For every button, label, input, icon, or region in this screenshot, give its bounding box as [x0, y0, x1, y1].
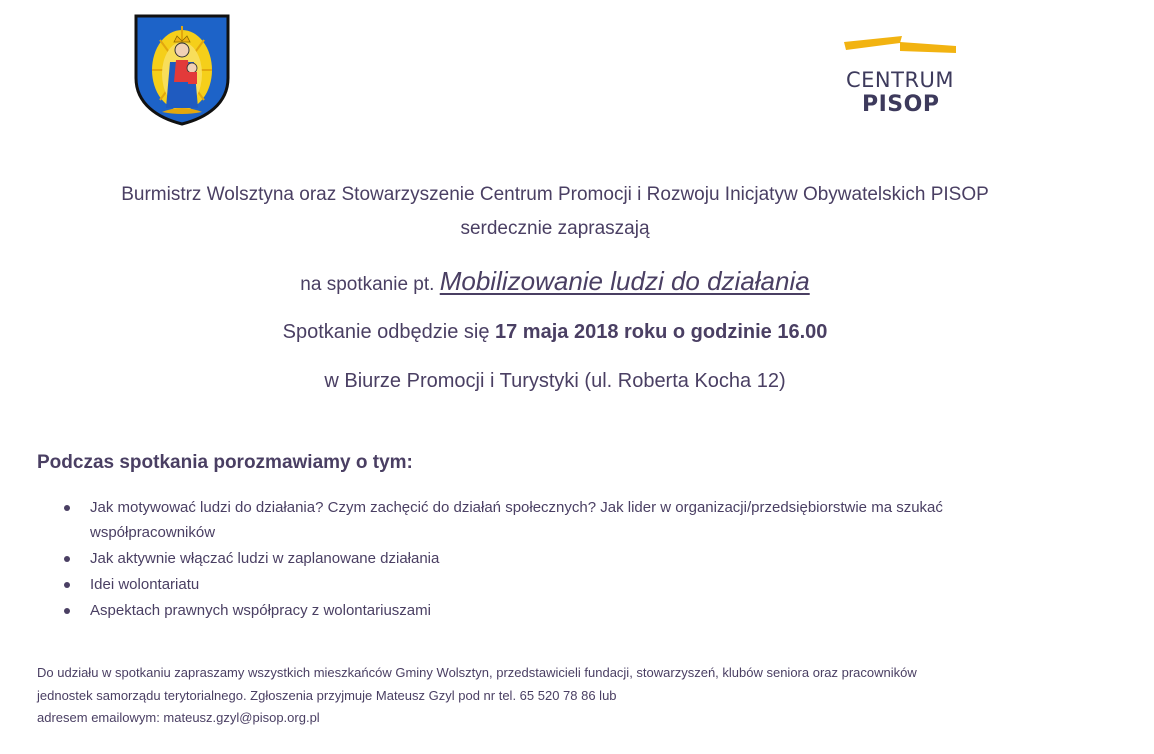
intro-line: Burmistrz Wolsztyna oraz Stowarzyszenie Centrum Promocji i Rozwoju Inicjatyw Obywatelskich PISOP — [121, 184, 989, 205]
topics-list — [0, 495, 1154, 624]
footer-line: Do udziału w spotkaniu zapraszamy wszystkich mieszkańców Gminy Wolsztyn, przedstawicieli fundacji, stowarzyszeń, klubów seniora oraz pracowników — [37, 665, 917, 680]
coat-of-arms-icon — [132, 12, 232, 126]
meeting-title: Mobilizowanie ludzi do działania — [439, 266, 810, 296]
list-item-text: Idei wolontariatu — [90, 576, 200, 593]
list-item — [0, 546, 1154, 571]
bullet-icon — [64, 608, 70, 614]
list-item — [0, 572, 1154, 597]
topics-heading: Podczas spotkania porozmawiamy o tym: — [37, 452, 413, 473]
footer-note — [37, 662, 1117, 730]
logo-text-centrum: CENTRUM — [846, 68, 955, 92]
list-item — [0, 598, 1154, 623]
meeting-title-line — [0, 266, 1110, 297]
centrum-pisop-logo — [840, 30, 970, 120]
footer-contact: adresem emailowym: mateusz.gzyl@pisop.org.pl — [37, 710, 320, 725]
list-item-text: Jak aktywnie włączać ludzi w zaplanowane działania — [90, 550, 440, 567]
bullet-icon — [64, 582, 70, 588]
footer-line: jednostek samorządu terytorialnego. Zgłoszenia przyjmuje Mateusz Gzyl pod nr tel. 65 520 78 86 lub — [37, 687, 617, 703]
list-item-text: Aspektach prawnych współpracy z wolontariuszami — [90, 602, 431, 619]
meeting-date-line — [0, 321, 1110, 344]
logo-text-pisop: PISOP — [862, 92, 940, 117]
date-prefix: Spotkanie odbędzie się — [282, 321, 495, 343]
invitation-phrase: serdecznie zapraszają — [460, 218, 650, 239]
meeting-date: 17 maja 2018 roku o godzinie 16.00 — [495, 321, 828, 343]
list-item — [0, 495, 1154, 545]
meeting-place: w Biurze Promocji i Turystyki (ul. Roberta Kocha 12) — [324, 370, 786, 392]
bullet-icon — [64, 505, 70, 511]
list-item-text: Jak motywować ludzi do działania? Czym zachęcić do działań społecznych? Jak lider w organizacji/przedsiębiorstwie ma szukać współpracowników — [90, 499, 943, 541]
bullet-icon — [64, 556, 70, 562]
meeting-prefix: na spotkanie pt. — [300, 274, 440, 295]
